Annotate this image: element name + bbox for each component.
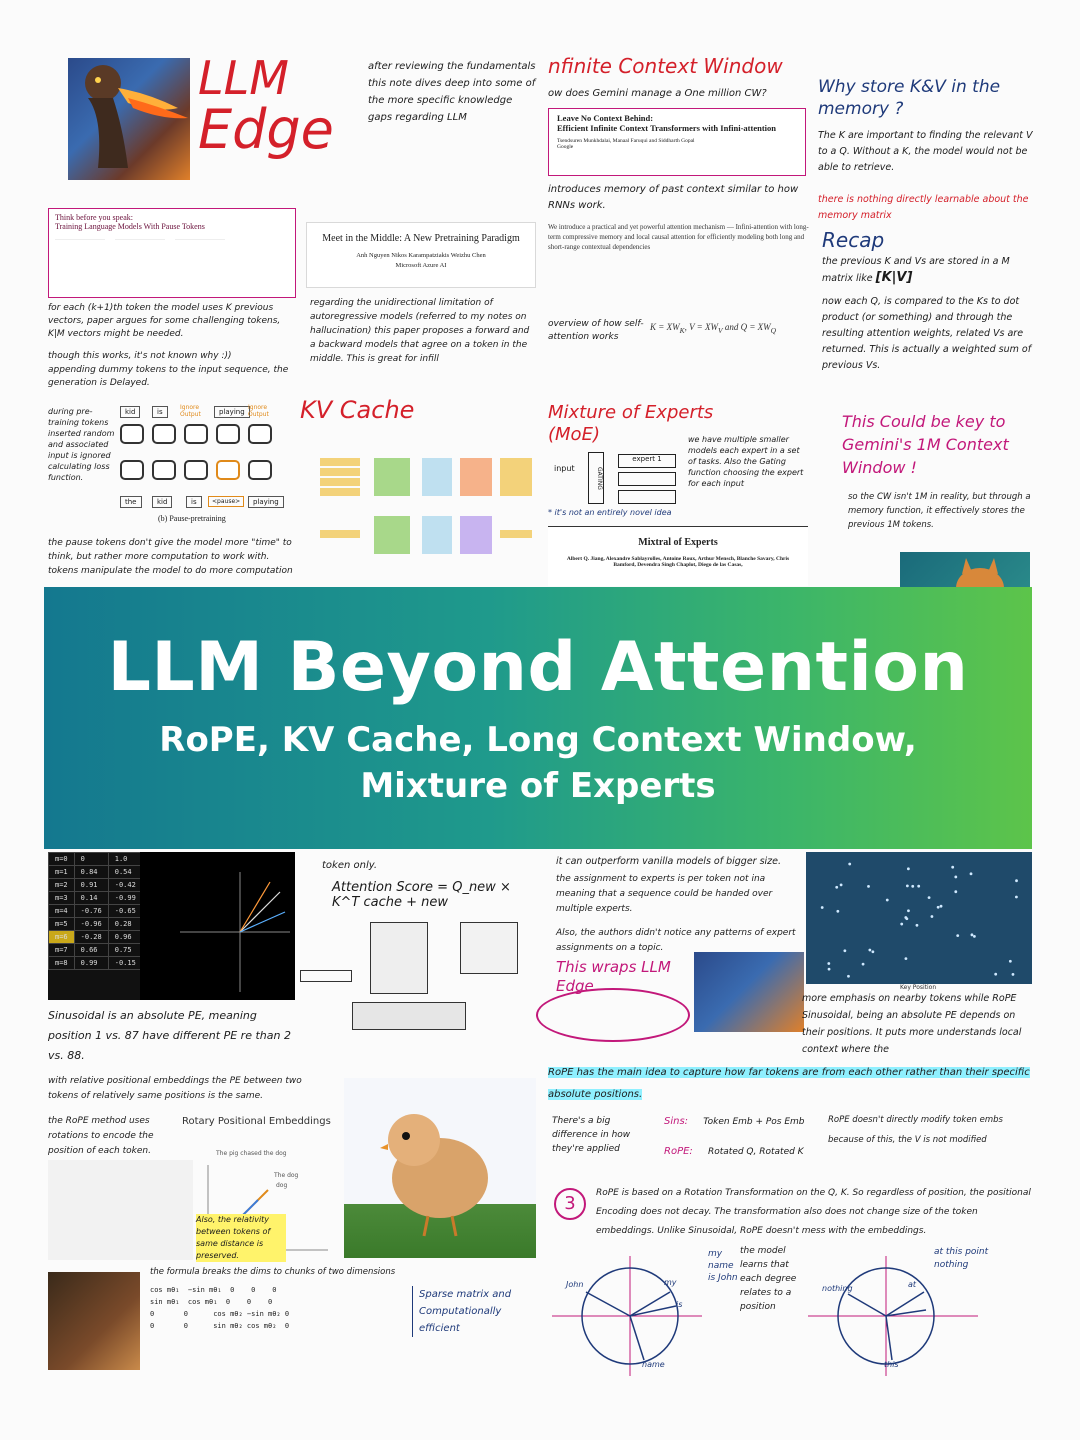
sins-value: Token Emb + Pos Emb (703, 1117, 805, 1127)
infini-abstract: We introduce a practical and yet powerful attention mechanism — Infini-attention with long-term compressive memory and local causal attention for efficiently modeling both long and short-range contextual dependencies (548, 223, 809, 251)
mixtral-authors: Albert Q. Jiang, Alexandre Sablayrolles, Antoine Roux, Arthur Mensch, Blanche Savary, Chris Bamford, Devendra Singh Chaplot, Diego de las Casas, (566, 556, 790, 568)
moe-note1: it can outperform vanilla models of bigger size. (556, 856, 782, 867)
infini-affil: Google (557, 144, 574, 150)
heatmap-dot (911, 885, 914, 888)
heatmap-dot (954, 890, 957, 893)
table-cell: m=5 (49, 918, 75, 931)
table-row (49, 957, 143, 970)
table-row (49, 892, 143, 905)
rotary-label-0: The pig chased the dog (216, 1150, 287, 1157)
pause-fig-caption: (b) Pause-pretraining (158, 514, 226, 523)
circle-note: the model learns that each degree relates to a position (740, 1246, 797, 1312)
heatmap-dot (973, 935, 976, 938)
point3-text: RoPE is based on a Rotation Transformation on the Q, K. So regardless of position, the positional Encoding does not decay. The transformation also does not change size of the token embeddings. Unlike Sinusoidal, RoPE doesn't mess with the embeddings. (596, 1188, 1031, 1236)
wraps-note: This wraps LLM Edge (556, 958, 671, 995)
rotary-title: Rotary Positional Embeddings (182, 1116, 331, 1127)
heatmap-dot (931, 915, 934, 918)
middle-paper-card (306, 222, 536, 288)
heatmap-dot (836, 910, 839, 913)
title-banner (44, 587, 1032, 849)
vector-plot (140, 852, 295, 1000)
heatmap-dot (907, 867, 910, 870)
middle-note: regarding the unidirectional limitation of autoregressive models (referred to my notes on hallucination) this paper proposes a forward and a backward models that agree on a token in the middle. This is great for infill (310, 298, 530, 364)
wraps-oval (536, 988, 690, 1042)
pause-fig-token-0: the (120, 496, 142, 508)
table-row (49, 918, 143, 931)
table-cell: 0.96 (108, 931, 142, 944)
heatmap-dot (843, 949, 846, 952)
rope-main-idea: RoPE has the main idea to capture how far tokens are from each other rather than their specific absolute positions. (548, 1067, 1030, 1100)
circle1-word-0: John (566, 1280, 584, 1289)
pause-note1: for each (k+1)th token the model uses K previous vectors, paper argues for some challenging tokens, K|M vectors might be needed. (48, 303, 281, 339)
attention-note: token only. (322, 860, 378, 871)
mixtral-paper-card (548, 526, 808, 586)
gemini-note: so the CW isn't 1M in reality, but through a memory function, it effectively stores the previous 1M tokens. (848, 492, 1031, 530)
pause-layer-box (152, 460, 176, 480)
pause-fig-label-2: Ignore Output (180, 404, 201, 418)
pause-fig-token-3: <pause> (208, 496, 244, 507)
sinusoid-table-body (49, 853, 143, 970)
pause-fig-label-3: playing (214, 406, 250, 418)
heatmap-dot (847, 975, 850, 978)
heatmap-dot (906, 885, 909, 888)
table-cell: m=6 (49, 931, 75, 944)
circle-left-note: my name is John (708, 1249, 738, 1283)
big-diff-note: There's a big difference in how they're applied (552, 1116, 631, 1154)
heatmap-dot (827, 962, 830, 965)
heatmap-dot (821, 906, 824, 909)
circle2-word-0: nothing (822, 1284, 853, 1293)
table-cell: m=8 (49, 957, 75, 970)
heatmap-xlabel: Key Position (900, 984, 937, 991)
heatmap-dot (907, 909, 910, 912)
infini-note2: overview of how self-attention works (548, 319, 644, 342)
pause-layer-box (184, 460, 208, 480)
pause-fig-token-4: playing (248, 496, 284, 508)
heatmap-dot (928, 896, 931, 899)
rope-row (664, 1146, 804, 1157)
kv-block (352, 1002, 466, 1030)
heatmap-dot (835, 886, 838, 889)
table-row (49, 944, 143, 957)
rope-emphasis: more emphasis on nearby tokens while RoPE Sinusoidal, being an absolute PE depends on their positions. It puts more understands local context where the (802, 993, 1022, 1055)
heatmap-dot (904, 916, 907, 919)
sins-row (664, 1116, 805, 1127)
table-cell: -0.15 (108, 957, 142, 970)
rotary-label-2: dog (276, 1182, 288, 1189)
heatmap-dots (806, 852, 1032, 984)
heatmap-dot (886, 899, 889, 902)
table-cell: 0.54 (108, 866, 142, 879)
moe-expert-box (618, 472, 676, 486)
pause-bottom-note: the pause tokens don't give the model more "time" to think, but rather more computation to work with. tokens manipulate the model to do more computation (48, 538, 293, 576)
rotary-figure (48, 1150, 338, 1260)
chick-image (344, 1078, 536, 1258)
table-cell: 0.28 (108, 918, 142, 931)
pause-figure (48, 404, 298, 524)
gemini-key-note: This Could be key to Gemini's 1M Context Window ! (842, 412, 1009, 477)
banner-subtitle: RoPE, KV Cache, Long Context Window, Mixture of Experts (159, 719, 917, 806)
recap-text2: now each Q, is compared to the Ks to dot product (or something) and through the resulting attention weights, related Vs are returned. This is actually a weighted sum of previous Vs. (822, 296, 1032, 371)
table-row (49, 866, 143, 879)
kv-input-stub (300, 970, 352, 982)
heatmap-dot (956, 934, 959, 937)
table-cell: m=4 (49, 905, 75, 918)
table-cell: 0.91 (74, 879, 108, 892)
table-cell: m=7 (49, 944, 75, 957)
table-cell: -0.28 (74, 931, 108, 944)
circle2-word-3: this (884, 1360, 899, 1369)
pause-fig-token-2: is (186, 496, 202, 508)
table-cell: -0.96 (74, 918, 108, 931)
heatmap-dot (905, 957, 908, 960)
infini-paper-card (548, 108, 806, 176)
pause-layer-box (184, 424, 208, 444)
table-row (49, 905, 143, 918)
heatmap-dot (840, 883, 843, 886)
recap-heading: Recap (822, 228, 885, 252)
formula-note: the formula breaks the dims to chunks of two dimensions (150, 1267, 396, 1277)
intro-note: after reviewing the fundamentals this note dives deep into some of the more specific knowledge gaps regarding LLM (368, 61, 536, 123)
kv-cache-heading: KV Cache (300, 396, 415, 424)
moe-expert-box: expert 1 (618, 454, 676, 468)
mixtral-title: Mixtral of Experts (638, 537, 718, 548)
pause-fig-label-1: is (152, 406, 168, 418)
sinusoid-table (48, 852, 140, 1000)
heatmap-dot (848, 863, 851, 866)
rope-point1: RoPE doesn't directly modify token embs (828, 1115, 1003, 1125)
table-cell: -0.42 (108, 879, 142, 892)
pause-layer-box (248, 460, 272, 480)
heatmap-dot (970, 872, 973, 875)
kv-block (370, 922, 428, 994)
kv-cache-diagram (300, 912, 536, 1042)
heatmap-dot (1015, 896, 1018, 899)
table-row (49, 853, 143, 866)
pause-layer-box (248, 424, 272, 444)
pause-left-note: during pre-training tokens inserted random and associated input is ignored calculating loss function. (48, 407, 115, 482)
pause-layer-box (120, 460, 144, 480)
rotation-matrix: cos mθ₁ −sin mθ₁ 0 0 0 sin mθ₁ cos mθ₁ 0 0 0 0 0 cos mθ₂ −sin mθ₂ 0 0 0 sin mθ₂ cos mθ₂ 0 (150, 1286, 290, 1330)
pause-fig-label-4: Ignore Output (248, 404, 269, 418)
heatmap-dot (971, 933, 974, 936)
table-cell: 0.99 (74, 957, 108, 970)
dragon-thumb-image (694, 952, 804, 1032)
rope-label: RoPE: (664, 1146, 693, 1157)
heatmap-dot (867, 885, 870, 888)
moe-footnote: * it's not an entirely novel idea (548, 508, 672, 517)
table-row (49, 931, 143, 944)
pause-fig-label-0: kid (120, 406, 140, 418)
pause-layer-box (152, 424, 176, 444)
middle-paper-title: Meet in the Middle: A New Pretraining Paradigm (322, 233, 520, 244)
sinusoidal-note: Sinusoidal is an absolute PE, meaning position 1 vs. 87 have different PE re than 2 vs. 88. (48, 1009, 291, 1062)
relative-note: with relative positional embeddings the PE between two tokens of relatively same positions is the same. (48, 1076, 302, 1101)
heatmap-dot (862, 963, 865, 966)
heatmap-dot (1015, 879, 1018, 882)
kv-why-heading: Why store K&V in the memory ? (818, 77, 1001, 119)
infini-paper-title: Leave No Context Behind: Efficient Infinite Context Transformers with Infini-attention (557, 113, 777, 133)
recap-text1: the previous K and Vs are stored in a M matrix like [K|V] (822, 256, 1010, 285)
infinite-heading: nfinite Context Window (548, 54, 783, 78)
heatmap-dot (917, 885, 920, 888)
table-cell: -0.65 (108, 905, 142, 918)
circle2-word-2: at (908, 1280, 917, 1289)
heatmap-dot (868, 949, 871, 952)
table-cell: m=0 (49, 853, 75, 866)
table-cell: 0.84 (74, 866, 108, 879)
heatmap-dot (951, 866, 954, 869)
pause-paper-card (48, 208, 296, 298)
sins-label: Sins: (664, 1116, 689, 1127)
table-cell: 1.0 (108, 853, 142, 866)
relativity-note: Also, the relativity between tokens of same distance is preserved. (196, 1214, 286, 1262)
table-cell: m=1 (49, 866, 75, 879)
heatmap-dot (916, 924, 919, 927)
heatmap-dot (940, 905, 943, 908)
table-cell: 0.14 (74, 892, 108, 905)
cat-image (900, 552, 1030, 592)
attention-formula-snippet: $K = XW_K$, $V = XW_V$ and $Q = XW_Q$ (650, 322, 777, 335)
heatmap-dot (937, 906, 940, 909)
moe-gate-box: GATING (588, 452, 604, 504)
dragon-logo-image (68, 58, 190, 180)
table-cell: 0.75 (108, 944, 142, 957)
attention-formula: Attention Score = Q_new × K^T cache + new (332, 880, 511, 910)
circle1-word-3: is (676, 1300, 683, 1309)
heatmap-dot (954, 876, 957, 879)
banner-title: LLM Beyond Attention (107, 627, 969, 707)
rotation-circle-1 (552, 1256, 702, 1376)
infini-note1: introduces memory of past context similar to how RNNs work. (548, 184, 799, 211)
recap-matrix: [K|V] (875, 270, 913, 285)
heatmap-plot (806, 852, 1032, 984)
pause-fig-token-1: kid (152, 496, 172, 508)
circle1-word-1: my (664, 1278, 677, 1287)
rope-value: Rotated Q, Rotated K (707, 1147, 804, 1157)
pause-layer-box-highlight (216, 460, 240, 480)
rotation-circle-2 (808, 1256, 978, 1376)
heatmap-dot (1012, 973, 1015, 976)
table-cell: 0 (74, 853, 108, 866)
circle2-note: at this point nothing (934, 1247, 989, 1270)
moe-note: we have multiple smaller models each expert in a set of tasks. Also the Gating function choosing the expert for each input (688, 435, 804, 488)
pause-note2: though this works, it's not known why :)) (48, 351, 232, 361)
moe-expert-box (618, 490, 676, 504)
kv-block (460, 922, 518, 974)
infini-authors: Tsendsuren Munkhdalai, Manaal Faruqui and Siddharth Gopal (557, 138, 695, 144)
rotary-label-1: The dog (274, 1172, 299, 1179)
heatmap-dot (994, 973, 997, 976)
moe-diagram (552, 452, 682, 508)
pause-paper-title: Think before you speak: Training Language Models With Pause Tokens (55, 213, 205, 231)
pause-authors-block (55, 239, 289, 280)
middle-affil: Microsoft Azure AI (395, 262, 447, 269)
heatmap-dot (871, 950, 874, 953)
pause-layer-box (216, 424, 240, 444)
scholar-image (48, 1272, 140, 1370)
moe-note2: the assignment to experts is per token not ina meaning that a sequence could be handed over multiple experts. (556, 874, 773, 914)
pause-layer-box (120, 424, 144, 444)
table-cell: m=3 (49, 892, 75, 905)
kv-why-text: The K are important to finding the relevant V to a Q. Without a K, the model would not be able to retrieve. (818, 130, 1033, 173)
heatmap-dot (900, 923, 903, 926)
rotary-left-panel (48, 1160, 193, 1260)
kv-why-red: there is nothing directly learnable about the memory matrix (818, 194, 1029, 221)
llm-edge-title: LLM Edge (198, 51, 334, 161)
circle1-word-4: name (642, 1360, 665, 1369)
moe-note3: Also, the authors didn't notice any patterns of expert assignments on a topic. (556, 928, 796, 953)
table-cell: -0.99 (108, 892, 142, 905)
moe-heading: Mixture of Experts (MoE) (548, 402, 714, 445)
point3-badge: 3 (554, 1188, 586, 1220)
infinite-question: ow does Gemini manage a One million CW? (548, 88, 767, 99)
sparse-note: Sparse matrix and Computationally efficient (412, 1286, 539, 1337)
pause-note3: appending dummy tokens to the input sequence, the generation is Delayed. (48, 365, 289, 388)
table-cell: m=2 (49, 879, 75, 892)
rope-point2: because of this, the V is not modified (828, 1135, 987, 1145)
table-cell: 0.66 (74, 944, 108, 957)
moe-input-label: input (554, 464, 575, 473)
rope-method-note: the RoPE method uses rotations to encode the position of each token. (48, 1116, 154, 1156)
table-row (49, 879, 143, 892)
heatmap-dot (828, 968, 831, 971)
middle-authors: Anh Nguyen Nikos Karampatziakis Weizhu Chen (356, 252, 486, 259)
kv-cache-figure (300, 446, 536, 576)
table-cell: -0.76 (74, 905, 108, 918)
heatmap-dot (1009, 960, 1012, 963)
